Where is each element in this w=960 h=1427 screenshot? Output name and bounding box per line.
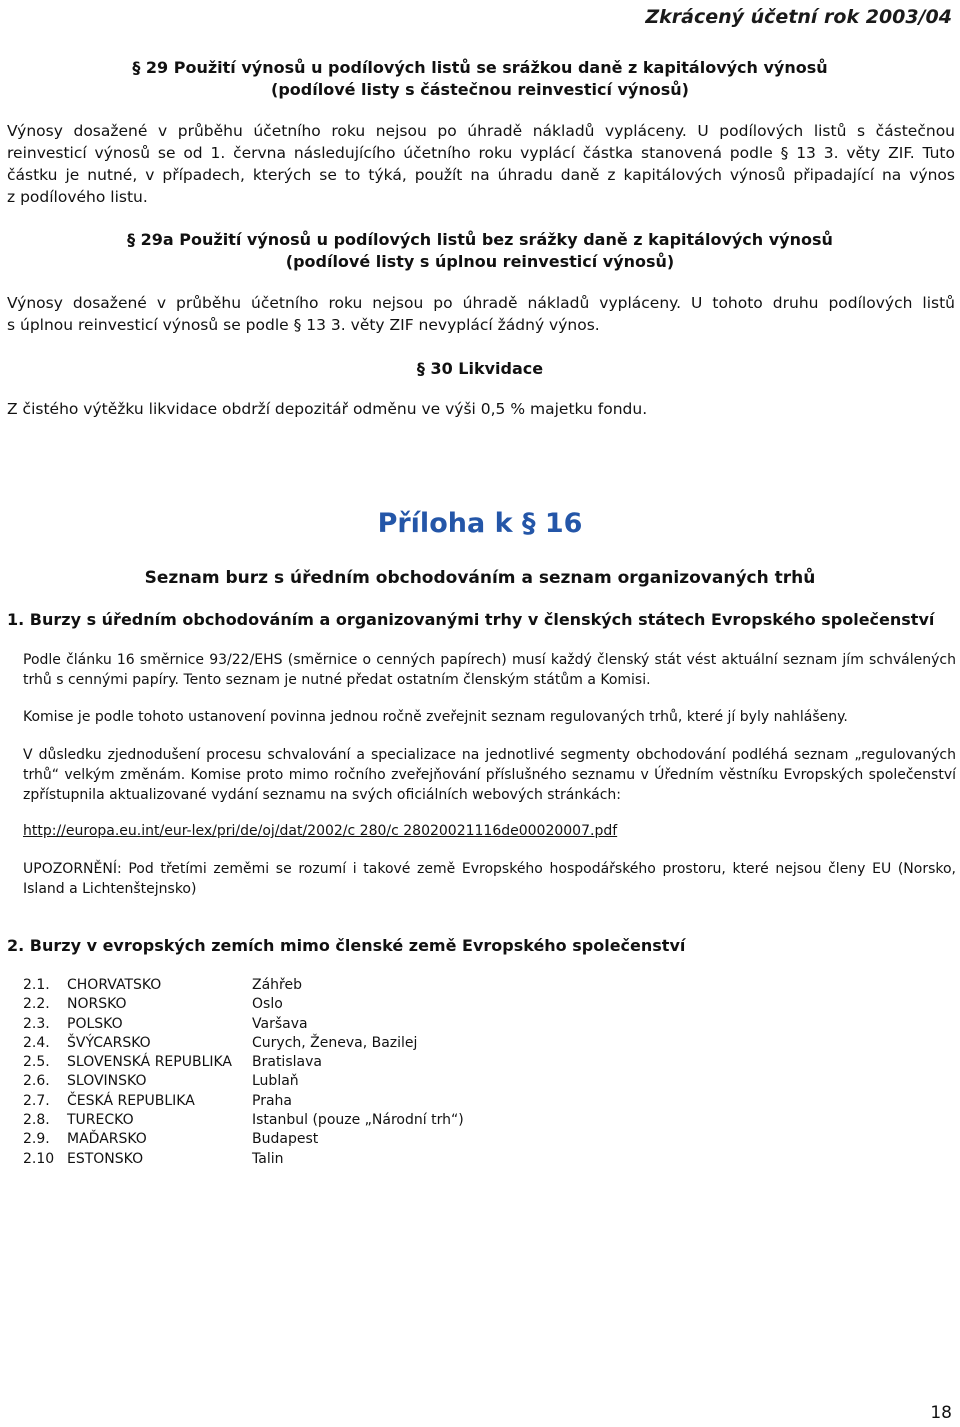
item-country: SLOVENSKÁ REPUBLIKA: [67, 1054, 233, 1071]
part-1-heading: 1. Burzy s úředním obchodováním a organizovanými trhy v členských státech Evropského společenství: [7, 610, 935, 629]
item-city: Záhřeb: [252, 977, 302, 993]
item-number: 2.5.: [23, 1054, 50, 1071]
part-1-paragraph-3: [23, 745, 956, 805]
section-29-subtitle: (podílové listy s částečnou reinvesticí výnosů): [271, 80, 689, 99]
item-city: Budapest: [252, 1131, 319, 1148]
list-item: [23, 1072, 464, 1091]
list-item: [23, 995, 464, 1014]
list-item: [23, 1092, 464, 1111]
item-country: NORSKO: [67, 996, 127, 1013]
item-country: TURECKO: [67, 1112, 134, 1129]
running-header: Zkrácený účetní rok 2003/04: [645, 6, 952, 28]
item-number: 2.2.: [23, 996, 50, 1013]
part-1-notice: [23, 859, 956, 899]
appendix-subtitle: Seznam burz s úředním obchodováním a seznam organizovaných trhů: [144, 568, 816, 588]
section-29a-title: § 29a Použití výnosů u podílových listů bez srážky daně z kapitálových výnosů: [127, 230, 833, 249]
paragraph-line: UPOZORNĚNÍ: Pod třetími zeměmi se rozumí i takové země Evropského hospodářského prostoru, které nejsou členy EU (Norsko,: [23, 861, 956, 877]
list-item: [23, 1015, 464, 1034]
item-city: Lublaň: [252, 1073, 299, 1090]
paragraph-line: Island a Lichtenštejnsko): [23, 881, 197, 897]
item-number: 2.7.: [23, 1092, 50, 1109]
item-city: Talin: [252, 1150, 284, 1167]
item-city: Praha: [252, 1092, 292, 1109]
item-number: 2.6.: [23, 1073, 50, 1090]
page-number: 18: [930, 1403, 952, 1423]
item-country: CHORVATSKO: [67, 977, 162, 993]
part-1-paragraph-1: [23, 650, 956, 690]
paragraph-line: částku je nutné, v případech, kterých se to týká, použít na úhradu daně z kapitálových výnosů připadající na výnos: [7, 166, 955, 184]
section-29-title: § 29 Použití výnosů u podílových listů se srážkou daně z kapitálových výnosů: [132, 58, 828, 77]
section-30-title: § 30 Likvidace: [416, 359, 544, 378]
paragraph-line: z podílového listu.: [7, 188, 148, 206]
appendix-title: Příloha k § 16: [377, 508, 583, 539]
item-number: 2.1.: [23, 977, 50, 993]
list-item: [23, 1150, 464, 1169]
list-item: [23, 1034, 464, 1053]
item-country: ŠVÝCARSKO: [67, 1034, 151, 1051]
exchange-list: [23, 976, 464, 1169]
paragraph-line: Podle článku 16 směrnice 93/22/EHS (směrnice o cenných papírech) musí každý členský stát vést aktuální seznam jím schválených: [23, 652, 956, 668]
paragraph-line: trhů“ velkým změnám. Komise proto mimo ročního zveřejňování příslušného seznamu v Úředním věstníku Evropských společenství: [23, 767, 956, 783]
item-number: 2.9.: [23, 1131, 50, 1148]
paragraph-line: Výnosy dosažené v průběhu účetního roku nejsou po úhradě nákladů vypláceny. U tohoto druhu podílových listů: [7, 294, 955, 312]
item-number: 2.10: [23, 1150, 55, 1167]
list-item: [23, 1111, 464, 1130]
item-country: SLOVINSKO: [67, 1073, 147, 1090]
item-city: Istanbul (pouze „Národní trh“): [252, 1112, 464, 1129]
item-number: 2.4.: [23, 1034, 50, 1051]
part-1-link-block: [23, 821, 956, 841]
item-country: ČESKÁ REPUBLIKA: [67, 1092, 195, 1109]
section-29-paragraph: [7, 120, 955, 208]
item-city: Oslo: [252, 996, 283, 1013]
item-country: POLSKO: [67, 1015, 123, 1032]
item-country: MAĎARSKO: [67, 1131, 147, 1148]
paragraph-line: V důsledku zjednodušení procesu schvalování a specializace na jednotlivé segmenty obchodování podléhá seznam „regulovaných: [23, 747, 956, 763]
item-number: 2.8.: [23, 1112, 50, 1129]
section-29a-paragraph: [7, 292, 955, 336]
paragraph-line: zpřístupnila aktualizované vydání seznamu na svých oficiálních webových stránkách:: [23, 787, 621, 803]
item-city: Varšava: [252, 1015, 308, 1032]
section-30-paragraph: Z čistého výtěžku likvidace obdrží depozitář odměnu ve výši 0,5 % majetku fondu.: [7, 400, 648, 418]
item-city: Bratislava: [252, 1054, 322, 1071]
eur-lex-link[interactable]: http://europa.eu.int/eur-lex/pri/de/oj/dat/2002/c 280/c 28020021116de00020007.pdf: [23, 823, 618, 839]
paragraph-line: Komise je podle tohoto ustanovení povinna jednou ročně zveřejnit seznam regulovaných trhů, které jí byly nahlášeny.: [23, 709, 848, 725]
item-country: ESTONSKO: [67, 1150, 144, 1167]
paragraph-line: trhů s cennými papíry. Tento seznam je nutné předat ostatním členským státům a Komisi.: [23, 672, 651, 688]
list-item: [23, 1130, 464, 1149]
paragraph-line: reinvesticí výnosů se od 1. června následujícího účetního roku vyplácí částka stanovená podle § 13 3. věty ZIF. Tuto: [7, 144, 955, 162]
item-number: 2.3.: [23, 1015, 50, 1032]
list-item: [23, 1053, 464, 1072]
section-29a-subtitle: (podílové listy s úplnou reinvesticí výnosů): [285, 252, 675, 271]
part-1-paragraph-2: [23, 707, 956, 727]
part-2-heading: 2. Burzy v evropských zemích mimo členské země Evropského společenství: [7, 936, 686, 955]
paragraph-line: s úplnou reinvesticí výnosů se podle § 13 3. věty ZIF nevyplácí žádný výnos.: [7, 316, 600, 334]
paragraph-line: Výnosy dosažené v průběhu účetního roku nejsou po úhradě nákladů vypláceny. U podílových listů s částečnou: [7, 122, 955, 140]
list-item: [23, 976, 464, 995]
item-city: Curych, Ženeva, Bazilej: [252, 1034, 418, 1051]
